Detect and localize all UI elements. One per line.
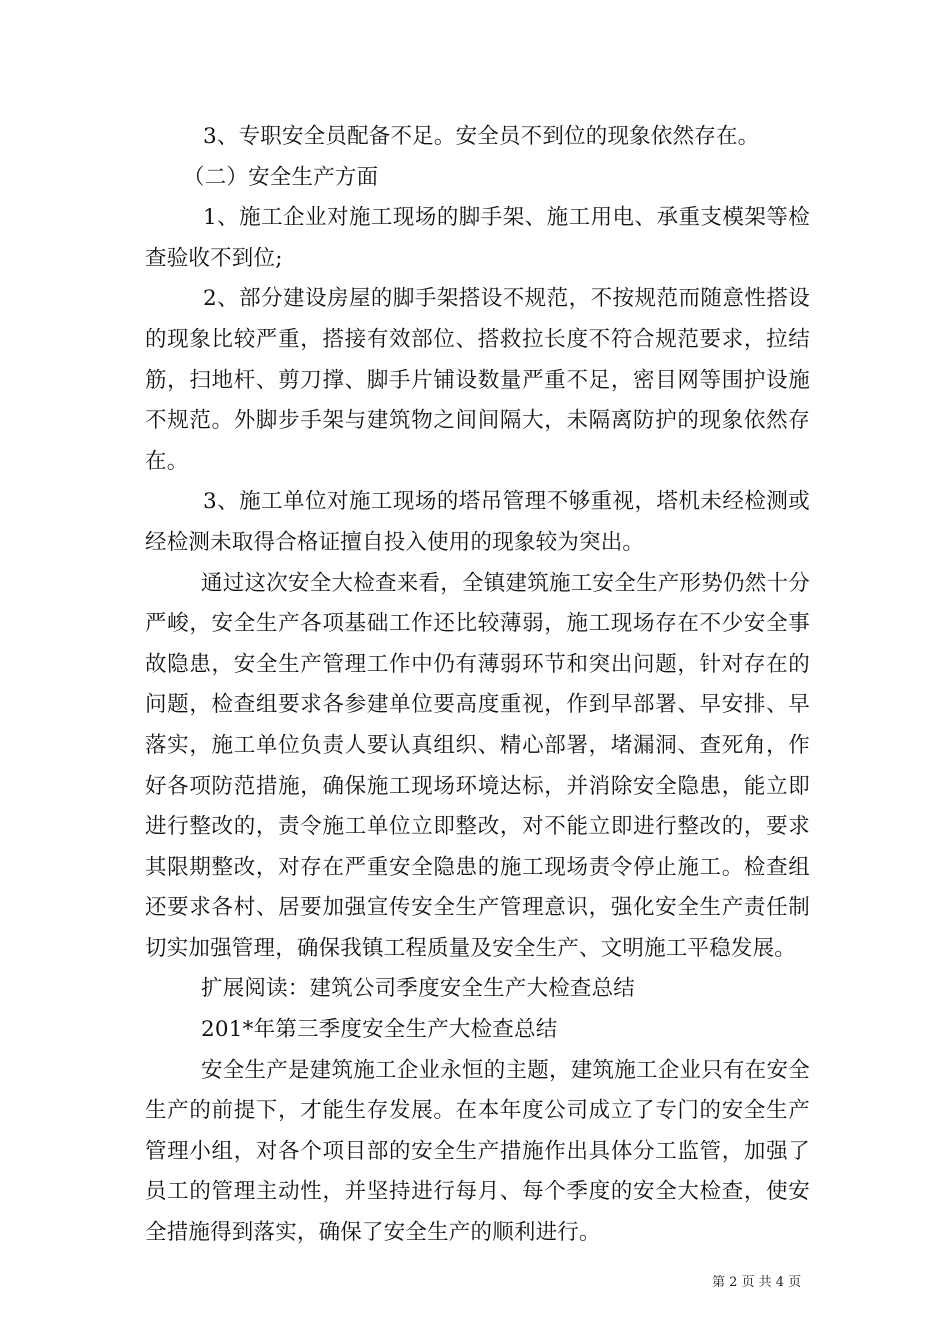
paragraph-inspection-acceptance: 1、施工企业对施工现场的脚手架、施工用电、承重支模架等检查验收不到位; bbox=[145, 205, 810, 271]
paragraph-safety-theme: 安全生产是建筑施工企业永恒的主题，建筑施工企业只有在安全生产的前提下，才能生存发展。在本年度公司成立了专门的安全生产管理小组，对各个项目部的安全生产措施作出具体分工监管，加强了员工的管理主动性，并坚持进行每月、每个季度的安全大检查，使安全措施得到落实，确保了安全生产的顺利进行。 bbox=[145, 1057, 810, 1246]
paragraph-staffing-shortage: 3、专职安全员配备不足。安全员不到位的现象依然存在。 bbox=[203, 124, 760, 149]
page-number-footer: 第 2 页 共 4 页 bbox=[712, 1275, 802, 1290]
paragraph-tower-crane: 3、施工单位对施工现场的塔吊管理不够重视，塔机未经检测或经检测未取得合格证擅自投入使用的现象较为突出。 bbox=[145, 489, 810, 555]
extended-reading-heading: 扩展阅读：建筑公司季度安全生产大检查总结 bbox=[201, 976, 636, 1002]
paragraph-scaffolding-issues: 2、部分建设房屋的脚手架搭设不规范，不按规范而随意性搭设的现象比较严重，搭接有效部位、搭救拉长度不符合规范要求，拉结筋，扫地杆、剪刀撑、脚手片铺设数量严重不足，密目网等围护设施不规范。外脚步手架与建筑物之间间隔大，未隔离防护的现象依然存在。 bbox=[145, 286, 810, 474]
section-heading-safety-production: （二）安全生产方面 bbox=[183, 164, 379, 190]
quarterly-summary-title: 201*年第三季度安全生产大检查总结 bbox=[201, 1017, 558, 1043]
paragraph-inspection-conclusion: 通过这次安全大检查来看，全镇建筑施工安全生产形势仍然十分严峻，安全生产各项基础工作还比较薄弱，施工现场存在不少安全事故隐患，安全生产管理工作中仍有薄弱环节和突出问题，针对存在的问题，检查组要求各参建单位要高度重视，作到早部署、早安排、早落实，施工单位负责人要认真组织、精心部署，堵漏洞、查死角，作好各项防范措施，确保施工现场环境达标，并消除安全隐患，能立即进行整改的，责令施工单位立即整改，对不能立即进行整改的，要求其限期整改，对存在严重安全隐患的施工现场责令停止施工。检查组还要求各村、居要加强宣传安全生产管理意识，强化安全生产责任制切实加强管理，确保我镇工程质量及安全生产、文明施工平稳发展。 bbox=[145, 570, 810, 961]
document-body bbox=[145, 117, 810, 1254]
